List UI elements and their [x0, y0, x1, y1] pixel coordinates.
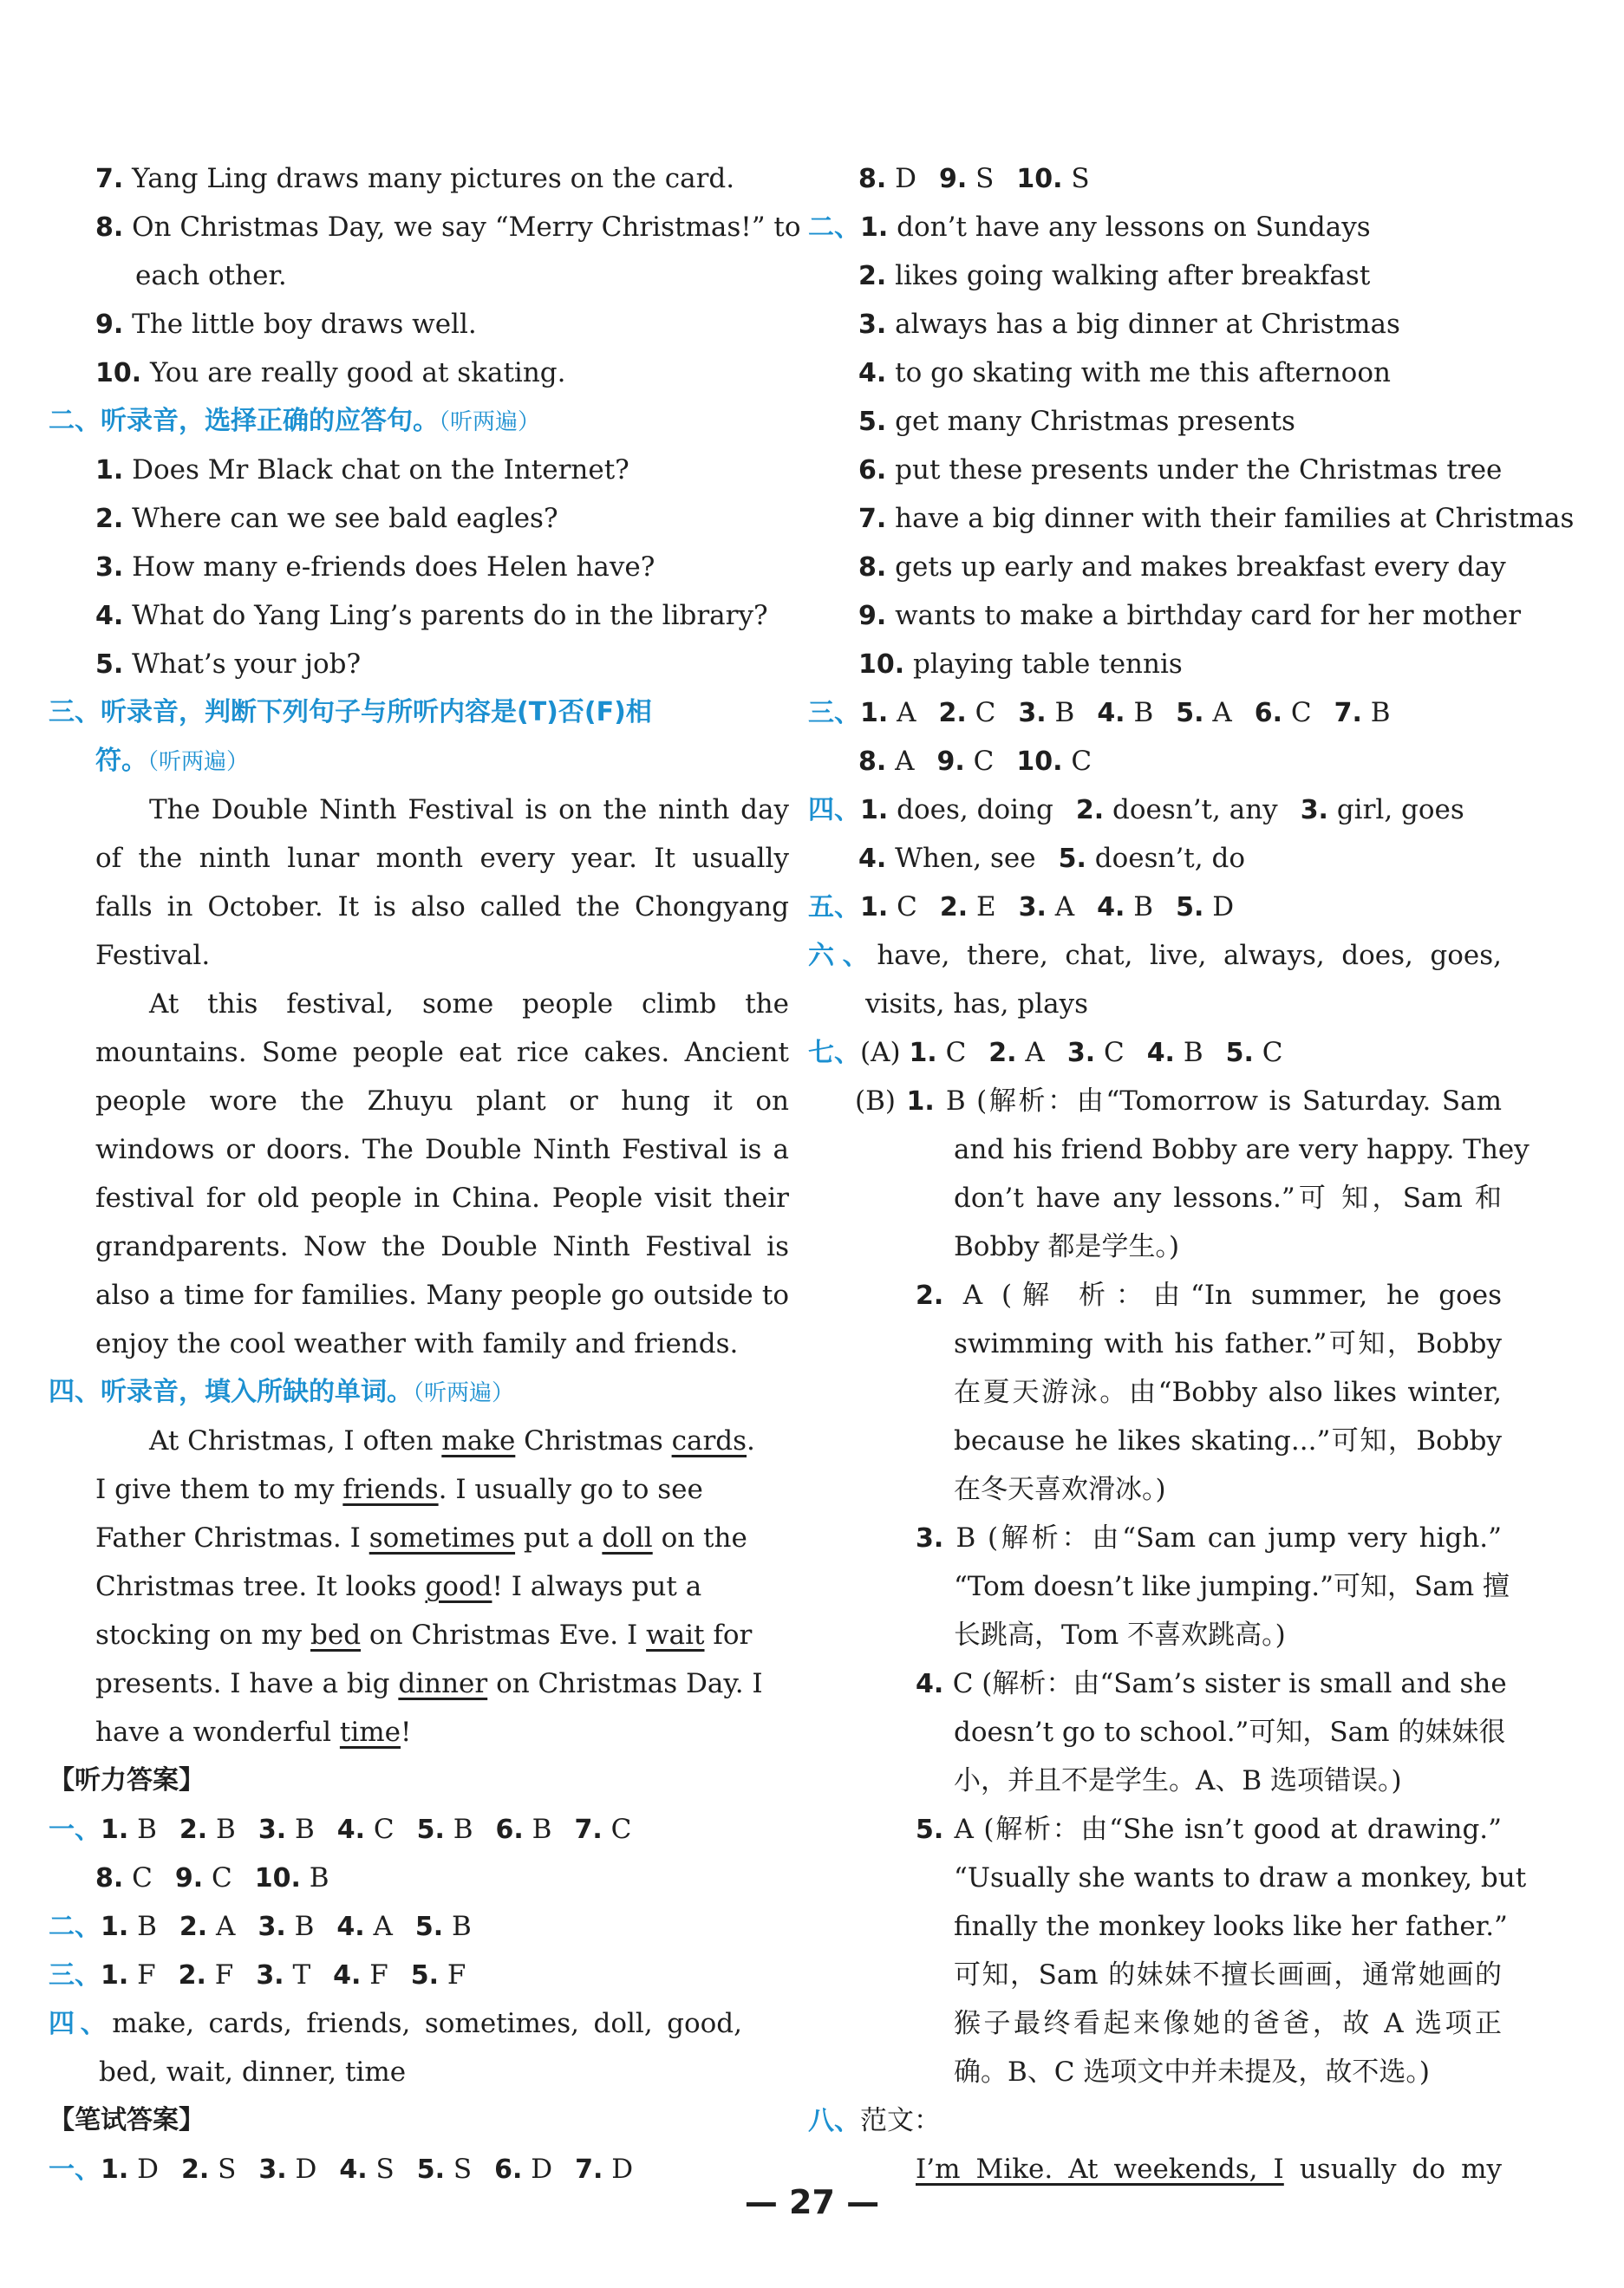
answer-number: 3.	[916, 1523, 956, 1554]
answer-number: 6.	[495, 1815, 524, 1845]
answer-item	[496, 1805, 552, 1855]
explanation-line: and his friend Bobby are very happy. They	[954, 1134, 1529, 1165]
explanation-line: “Tom doesn’t like jumping.”可知，Sam 擅	[954, 1571, 1510, 1602]
answer-number: 6.	[1254, 698, 1283, 728]
answer-item	[1016, 154, 1089, 204]
passage-line: At this festival, some people climb the	[149, 988, 789, 1020]
right-column	[808, 154, 1575, 2193]
answer-value: B	[128, 1911, 157, 1942]
answer-number: 10.	[1016, 746, 1063, 777]
answer-row: visits, has, plays	[865, 988, 1089, 1020]
answer-item	[179, 1902, 236, 1952]
passage-line: Father Christmas. I sometimes put a doll on the	[95, 1522, 747, 1554]
answer-value: B	[444, 1814, 473, 1845]
passage-line: windows or doors. The Double Ninth Festival is a	[95, 1134, 789, 1165]
answer-value: S	[445, 2154, 473, 2185]
answer-number: 9.	[936, 746, 965, 777]
list-item: 3. How many e-friends does Helen have?	[95, 551, 655, 583]
answer-number: 1.	[101, 1912, 129, 1942]
list-item: 5. get many Christmas presents	[858, 406, 1295, 437]
answer-row: 六、have, there, chat, live, always, does, goes,	[808, 940, 1503, 971]
list-item: 二、1. don’t have any lessons on Sundays	[808, 212, 1371, 243]
answer-item	[336, 1902, 393, 1952]
passage-line: Christmas tree. It looks good! I always put a	[95, 1571, 702, 1602]
answer-number: 2.	[179, 1912, 208, 1942]
answer-item	[860, 688, 916, 738]
answer-number: 4.	[339, 2154, 368, 2185]
answer-value: B	[1361, 697, 1391, 728]
answer-row: 七、(A) 1. C 2. A 3. C 4. B 5. C	[808, 1028, 1502, 1077]
written-answers-header: 【笔试答案】	[49, 2105, 205, 2135]
answer-value: C	[1062, 746, 1092, 777]
answer-number: 5.	[416, 1815, 445, 1845]
passage-line: stocking on my bed on Christmas Eve. I wait for	[95, 1620, 753, 1651]
list-item: 8. gets up early and makes breakfast every day	[858, 551, 1506, 583]
passage-line: The Double Ninth Festival is on the ninth day	[149, 794, 789, 825]
answer-item	[939, 688, 996, 738]
explanation-text: A (解析：由“She isn’t good at drawing.”	[954, 1814, 1503, 1845]
answer-item	[258, 1805, 315, 1855]
answer-number: 5.	[1058, 844, 1086, 874]
answer-number: 5.	[1176, 892, 1204, 922]
answer-number: 4.	[858, 844, 887, 874]
answer-value: C	[936, 1037, 967, 1068]
answer-value: B	[443, 1911, 472, 1942]
answer-item	[255, 1854, 329, 1903]
answer-item	[858, 834, 1036, 883]
answer-number: 2.	[179, 1815, 208, 1845]
explanation-line: 可知，Sam 的妹妹不擅长画画，通常她画的	[954, 1959, 1502, 1991]
list-item: 3. always has a big dinner at Christmas	[858, 309, 1400, 340]
explanation-line: 确。B、C 选项文中并未提及，故不选。)	[954, 2057, 1430, 2088]
answer-value: D	[886, 163, 916, 194]
answer-value: B	[1125, 697, 1154, 728]
answer-value: D	[522, 2154, 553, 2185]
answer-value: B	[207, 1814, 236, 1845]
answer-number: 2.	[939, 892, 969, 922]
passage-line: At Christmas, I often make Christmas cards.	[149, 1425, 755, 1457]
answer-number: 5.	[414, 1912, 444, 1942]
passage-line: presents. I have a big dinner on Christmas Day. I	[95, 1668, 763, 1699]
answer-number: 10.	[1016, 164, 1063, 194]
answer-number: 1.	[860, 892, 889, 922]
answer-item	[860, 785, 1053, 835]
answer-number: 10.	[254, 1863, 301, 1894]
answer-item	[411, 1951, 466, 2000]
list-item: 2. Where can we see bald eagles?	[95, 503, 558, 534]
answer-number: 4.	[1097, 892, 1125, 922]
answer-value: F	[128, 1959, 156, 1991]
answer-value: A	[888, 697, 916, 728]
answer-value: F	[361, 1959, 388, 1991]
section-heading-4: 四、听录音，填入所缺的单词。（听两遍）	[49, 1377, 515, 1407]
answer-number: 8.	[95, 1863, 124, 1894]
answer-number: 1.	[909, 1038, 937, 1068]
answer-number: 4.	[1097, 698, 1125, 728]
answer-item	[258, 1902, 314, 1952]
list-item: 4. What do Yang Ling’s parents do in the library?	[95, 600, 768, 631]
section-heading-2: 二、听录音，选择正确的应答句。（听两遍）	[49, 406, 541, 436]
answer-item	[179, 1805, 236, 1855]
answer-row: 一、1. B 2. B 3. B 4. C 5. B 6. B 7. C	[49, 1805, 742, 1854]
answer-value: A	[364, 1911, 393, 1942]
answer-number: 9.	[174, 1863, 204, 1894]
answer-value: A	[886, 746, 915, 777]
answer-item	[1334, 688, 1391, 738]
passage-line: also a time for families. Many people go outside to	[95, 1280, 789, 1311]
answer-number: 6.	[494, 2154, 523, 2185]
explanation-line	[808, 1271, 1502, 1320]
answer-number: 8.	[858, 164, 887, 194]
answer-item	[1019, 883, 1075, 932]
answer-row: 三、1. A 2. C 3. B 4. B 5. A 6. C 7. B	[808, 688, 1502, 737]
answer-value: C	[888, 891, 917, 922]
answer-value: D	[1203, 891, 1235, 922]
list-item: 6. put these presents under the Christmas tree	[858, 454, 1503, 486]
list-item: each other.	[135, 260, 287, 291]
list-item: 7. Yang Ling draws many pictures on the card.	[95, 163, 735, 194]
answer-item	[1301, 785, 1464, 835]
answer-number: 1.	[860, 698, 889, 728]
answer-value: B	[128, 1814, 157, 1845]
answer-item	[333, 1951, 388, 2000]
explanation-line: because he likes skating...”可知，Bobby	[954, 1425, 1502, 1457]
explanation-line: 在冬天喜欢滑冰。)	[954, 1474, 1166, 1505]
answer-value: doesn’t, do	[1086, 843, 1245, 874]
passage-line: enjoy the cool weather with family and friends.	[95, 1328, 739, 1359]
answer-number: 3.	[1018, 892, 1047, 922]
answer-value: C	[1253, 1037, 1283, 1068]
list-item: 9. wants to make a birthday card for her mother	[858, 600, 1522, 631]
answer-value: C	[964, 746, 995, 777]
answer-value: B	[285, 1911, 315, 1942]
answer-item	[337, 1805, 395, 1855]
explanation-line: 猴子最终看起来像她的爸爸，故 A 选项正	[954, 2008, 1502, 2039]
answer-value: C	[966, 697, 996, 728]
passage-line: of the ninth lunar month every year. It usually	[95, 843, 789, 874]
answer-row: 四、1. does, doing 2. doesn’t, any 3. girl, goes	[808, 785, 1502, 834]
passage-line: I give them to my friends. I usually go to see	[95, 1474, 703, 1505]
answer-number: 1.	[860, 795, 889, 825]
answer-item	[939, 154, 994, 204]
answer-item	[1176, 883, 1234, 932]
list-item: 4. to go skating with me this afternoon	[858, 357, 1391, 388]
answer-item	[988, 1028, 1045, 1078]
answer-number: 3.	[1066, 1038, 1096, 1068]
explanation-text: A (解 析：由“In summer, he goes	[962, 1280, 1502, 1311]
list-item: 7. have a big dinner with their families at Christmas	[858, 503, 1575, 534]
left-column	[49, 154, 801, 2193]
answer-number: 7.	[574, 1815, 603, 1845]
list-item: 9. The little boy draws well.	[95, 309, 477, 340]
answer-number: 3.	[1300, 795, 1328, 825]
explanation-line	[808, 1659, 1507, 1708]
answer-number: 2.	[1075, 795, 1105, 825]
answer-row: 四、make, cards, friends, sometimes, doll, good,	[49, 2008, 743, 2039]
answer-number: 3.	[258, 1815, 287, 1845]
sec7-b-answers	[808, 1077, 1529, 2096]
answer-number: 4.	[1146, 1038, 1175, 1068]
answer-value: When, see	[886, 843, 1036, 874]
section-heading-3-cont: 符。（听两遍）	[95, 746, 250, 776]
answer-value: B	[1174, 1037, 1203, 1068]
answer-value: B	[300, 1862, 329, 1894]
answer-item	[1176, 688, 1232, 738]
list-item: 2. likes going walking after breakfast	[858, 260, 1371, 291]
answer-number: 1.	[101, 2154, 129, 2185]
explanation-text: B (解析：由“Sam can jump very high.”	[955, 1522, 1502, 1554]
passage-line: people wore the Zhuyu plant or hung it on	[95, 1085, 789, 1117]
list-item: 8. On Christmas Day, we say “Merry Christmas!” to	[95, 212, 801, 243]
answer-number: 2.	[916, 1281, 963, 1311]
answer-item	[101, 1951, 156, 2000]
answer-number: 2.	[178, 1960, 206, 1991]
answer-item	[179, 1951, 234, 2000]
explanation-line: 在夏天游泳。由“Bobby also likes winter,	[954, 1377, 1502, 1408]
section-heading-8: 八、范文：	[808, 2105, 941, 2136]
answer-value: S	[367, 2154, 395, 2185]
answer-number: 3.	[1018, 698, 1047, 728]
explanation-line	[808, 1514, 1502, 1562]
answer-number: 1.	[101, 1960, 129, 1991]
explanation-text: B (解析：由“Tomorrow is Saturday. Sam	[945, 1085, 1502, 1117]
answer-item	[417, 1805, 473, 1855]
passage-line: falls in October. It is also called the Chongyang	[95, 891, 789, 922]
answer-value: D	[128, 2154, 159, 2185]
answer-item	[1067, 1028, 1125, 1078]
answer-item	[574, 1805, 631, 1855]
answer-value: F	[439, 1959, 466, 1991]
explanation-line	[808, 1805, 1502, 1854]
answer-number: 5.	[416, 2154, 446, 2185]
section-heading-3: 三、听录音，判断下列句子与所听内容是(T)否(F)相	[49, 697, 652, 727]
answer-value: C	[365, 1814, 395, 1845]
answer-value: S	[1062, 163, 1090, 194]
answer-row: 一、1. D 2. S 3. D 4. S 5. S 6. D 7. D	[49, 2145, 742, 2193]
answer-row: 三、1. F 2. F 3. T 4. F 5. F	[49, 1951, 742, 1999]
answer-value: C	[203, 1862, 232, 1894]
answer-number: 4.	[916, 1669, 953, 1699]
answer-number: 3.	[258, 2154, 287, 2185]
answer-item	[858, 154, 916, 204]
explanation-line: swimming with his father.”可知，Bobby	[954, 1328, 1502, 1359]
answer-row	[808, 737, 1502, 785]
answer-value: C	[1095, 1037, 1125, 1068]
model-essay-line: I’m Mike. At weekends, I usually do my	[916, 2154, 1502, 2185]
answer-item	[101, 1805, 157, 1855]
answer-number: 2.	[938, 698, 967, 728]
explanation-text: C (解析：由“Sam’s sister is small and she	[952, 1668, 1507, 1699]
answer-number: 3.	[256, 1960, 284, 1991]
answer-item	[175, 1854, 232, 1903]
passage-line: have a wonderful time!	[95, 1717, 412, 1748]
passage-line: grandparents. Now the Double Ninth Festival is	[95, 1231, 789, 1262]
answer-value: D	[286, 2154, 317, 2185]
answer-value: doesn’t, any	[1104, 794, 1278, 825]
answer-value: D	[603, 2154, 634, 2185]
answer-row: 二、1. B 2. A 3. B 4. A 5. B	[49, 1902, 742, 1951]
explanation-line: doesn’t go to school.”可知，Sam 的妹妹很	[954, 1717, 1506, 1748]
answer-value: A	[1016, 1037, 1045, 1068]
explanation-line: Bobby 都是学生。)	[954, 1231, 1180, 1262]
answer-item	[1097, 883, 1153, 932]
answer-item	[415, 1902, 472, 1952]
answer-value: B	[286, 1814, 315, 1845]
explanation-line	[808, 1077, 1502, 1125]
answer-row: bed, wait, dinner, time	[99, 2057, 407, 2088]
answer-value: B	[1125, 891, 1154, 922]
answer-number: 5.	[1176, 698, 1204, 728]
answer-number: 4.	[336, 1912, 365, 1942]
answer-item	[101, 1902, 157, 1952]
answer-item	[937, 737, 995, 786]
answer-value: does, doing	[888, 794, 1053, 825]
answer-value: C	[1282, 697, 1312, 728]
answer-item	[909, 1028, 966, 1078]
answer-value: C	[123, 1862, 153, 1894]
answer-number: 5.	[916, 1815, 955, 1845]
answer-value: girl, goes	[1327, 794, 1464, 825]
explanation-line: 长跳高，Tom 不喜欢跳高。)	[954, 1620, 1286, 1651]
answer-number: 4.	[333, 1960, 362, 1991]
answer-row	[49, 1854, 742, 1902]
answer-number: 2.	[988, 1038, 1017, 1068]
passage-line: Festival.	[95, 940, 211, 971]
list-item: 1. Does Mr Black chat on the Internet?	[95, 454, 629, 486]
explanation-line: don’t have any lessons.”可 知，Sam 和	[954, 1183, 1502, 1214]
answer-number: 7.	[1334, 698, 1362, 728]
answer-item	[256, 1951, 310, 2000]
answer-value: S	[967, 163, 995, 194]
passage-line: mountains. Some people eat rice cakes. Ancient	[95, 1037, 789, 1068]
answer-item	[95, 1854, 153, 1903]
list-item: 10. You are really good at skating.	[95, 357, 566, 388]
answer-row	[808, 154, 1502, 203]
answer-item	[1097, 688, 1153, 738]
answer-item	[1147, 1028, 1203, 1078]
answer-number: 5.	[410, 1960, 440, 1991]
answer-number: 9.	[939, 164, 968, 194]
answer-value: C	[602, 1814, 632, 1845]
list-item: 10. playing table tennis	[858, 649, 1183, 680]
answer-value: B	[523, 1814, 552, 1845]
answer-value: S	[209, 2154, 237, 2185]
answer-item	[1059, 834, 1245, 883]
passage-line: festival for old people in China. People visit their	[95, 1183, 789, 1214]
answer-item	[940, 883, 996, 932]
answer-value: B	[1046, 697, 1075, 728]
answer-value: A	[207, 1911, 236, 1942]
answer-item	[858, 737, 915, 786]
answer-number: 1.	[101, 1815, 129, 1845]
answer-number: 4.	[336, 1815, 366, 1845]
answer-value: E	[968, 891, 996, 922]
answer-number: 8.	[858, 746, 887, 777]
explanation-line: “Usually she wants to draw a monkey, but	[954, 1862, 1527, 1894]
explanation-line: finally the monkey looks like her father.”	[954, 1911, 1508, 1942]
page-number: — 27 —	[744, 2183, 880, 2221]
explanation-line: 小，并且不是学生。A、B 选项错误。)	[954, 1765, 1402, 1796]
answer-item	[1018, 688, 1074, 738]
answer-item	[1016, 737, 1092, 786]
answer-row: 五、1. C 2. E 3. A 4. B 5. D	[808, 883, 1502, 931]
answer-number: 5.	[1225, 1038, 1254, 1068]
listening-answers-header: 【听力答案】	[49, 1765, 205, 1796]
answer-value: F	[205, 1959, 234, 1991]
answer-item	[1255, 688, 1312, 738]
answer-item	[1076, 785, 1278, 835]
sec7-b-label: (B)	[855, 1085, 907, 1117]
answer-item	[1226, 1028, 1283, 1078]
answer-value: A	[1203, 697, 1232, 728]
answer-item	[860, 883, 917, 932]
answer-number: 1.	[906, 1086, 946, 1117]
answer-row	[808, 834, 1502, 883]
list-item: 5. What’s your job?	[95, 649, 362, 680]
answer-number: 2.	[181, 2154, 210, 2185]
answer-value: A	[1046, 891, 1075, 922]
answer-number: 3.	[258, 1912, 286, 1942]
answer-value: T	[284, 1959, 311, 1991]
answer-number: 7.	[575, 2154, 603, 2185]
